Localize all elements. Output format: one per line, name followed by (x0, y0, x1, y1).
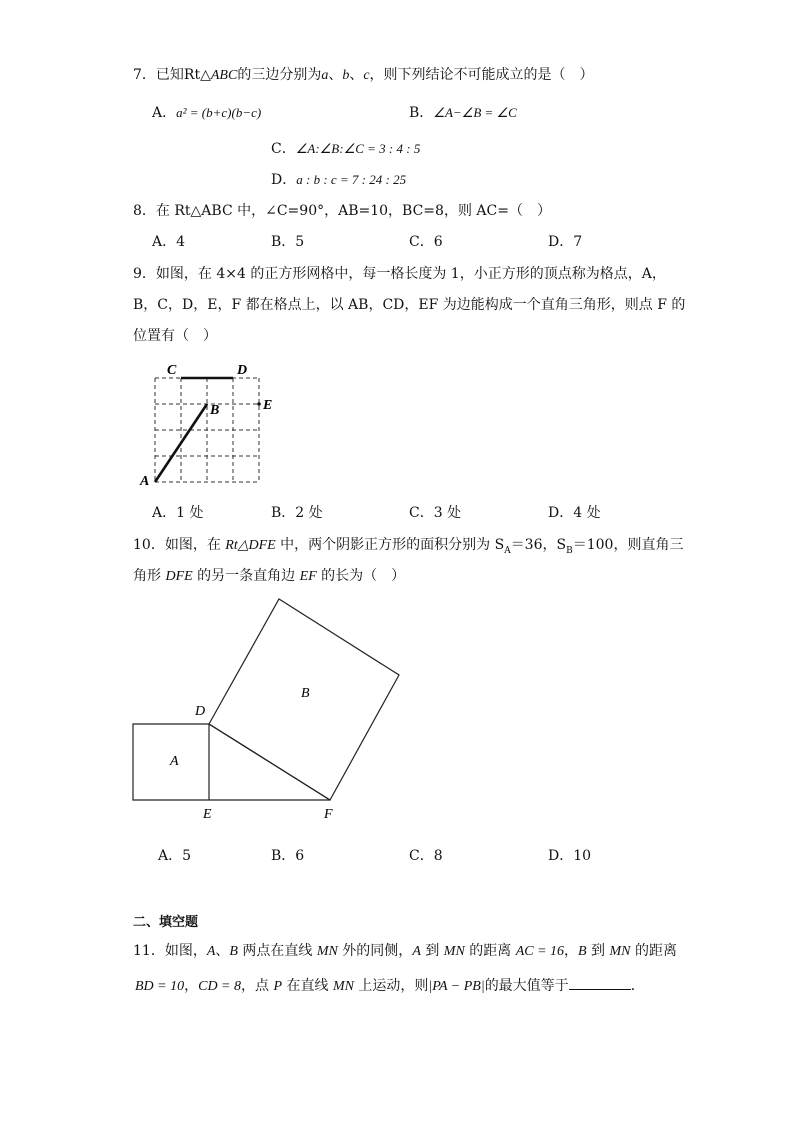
label-c: C (167, 363, 177, 378)
section-title: 二、填空题 (133, 915, 199, 930)
q10-option-d: D．10 (548, 848, 592, 864)
grid-lines (155, 378, 259, 482)
q10-line1: 10．如图，在 Rt△DFE 中，两个阴影正方形的面积分别为 $S_A=36$，$S_B=100$，则直角三 (133, 537, 684, 556)
q8-option-a: A．4 (152, 234, 186, 250)
hypotenuse-df (209, 724, 330, 800)
label-f: F (324, 807, 333, 822)
q10-squares-figure (120, 590, 420, 830)
label-a: A (140, 474, 150, 489)
q9-option-d: D．4 处 (548, 505, 601, 521)
q10-option-a: A．5 (158, 848, 192, 864)
q7-option-a: A．a² = (b+c)(b−c) (152, 105, 262, 121)
label-d: D (237, 363, 248, 378)
label-square-a: A (170, 754, 179, 769)
label-e: E (203, 807, 212, 822)
q7-option-b: B．∠A−∠B = ∠C (409, 105, 517, 121)
q9-line1: 9．如图，在 4×4 的正方形网格中，每一格长度为 1，小正方形的顶点称为格点，A， (133, 266, 666, 282)
q8-option-c: C．6 (409, 234, 443, 250)
q7-option-d: D．a : b : c = 7 : 24 : 25 (271, 172, 407, 188)
q8-option-b: B．5 (271, 234, 305, 250)
point-e (257, 402, 261, 406)
q9-option-c: C．3 处 (409, 505, 462, 521)
q9-line3: 位置有（ ） (133, 328, 217, 344)
q7-stem: 7．已知Rt△ABC的三边分别为a、b、c，则下列结论不可能成立的是（ ） (133, 67, 594, 83)
q8-option-d: D．7 (548, 234, 583, 250)
label-square-b: B (301, 686, 310, 701)
q11-line1: 11．如图，A、B 两点在直线 MN 外的同侧，A 到 MN 的距离 AC = 16，B 到 MN 的距离 (133, 943, 677, 959)
q9-line2: B，C，D，E，F 都在格点上，以 AB，CD，EF 为边能构成一个直角三角形，则点 F 的 (133, 297, 686, 313)
answer-blank[interactable] (569, 976, 631, 990)
q9-grid-figure (130, 355, 290, 495)
label-e: E (263, 398, 273, 413)
q11-line2: BD = 10，CD = 8，点 P 在直线 MN 上运动，则|PA − PB|的最大值等于 ． (135, 978, 645, 994)
q10-line2: 角形 DFE 的另一条直角边 EF 的长为（ ） (133, 568, 406, 584)
q9-option-a: A．1 处 (152, 505, 204, 521)
q10-option-b: B．6 (271, 848, 305, 864)
q9-option-b: B．2 处 (271, 505, 323, 521)
q10-option-c: C．8 (409, 848, 443, 864)
label-d: D (195, 704, 206, 719)
q7-option-c: C．∠A:∠B:∠C = 3 : 4 : 5 (271, 141, 421, 157)
label-b: B (210, 403, 220, 418)
q8-stem: 8．在 Rt△ABC 中，∠C=90°，AB=10，BC=8，则 AC=（ ） (133, 203, 551, 219)
